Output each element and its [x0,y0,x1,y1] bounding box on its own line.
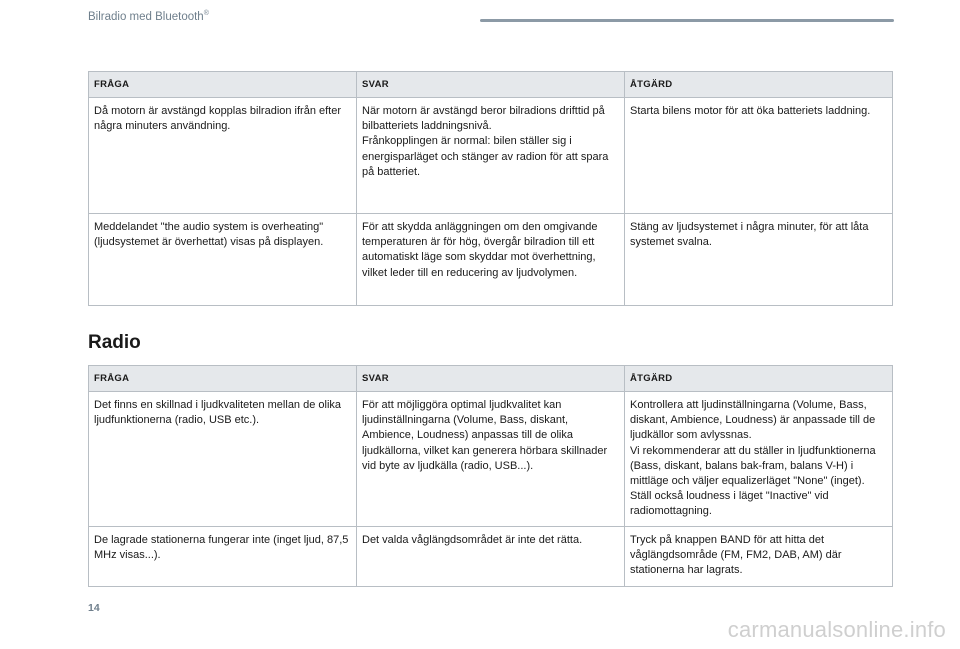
question-cell: De lagrade stationerna fungerar inte (inget ljud, 87,5 MHz visas...). [89,526,357,586]
answer-cell: För att möjliggöra optimal ljudkvalitet kan ljudinställningarna (Volume, Bass, diskant, Ambience, Loudness) anpassas till de olika ljudkällorna, vilket kan generera hörbara skillnader vid byte av ljudkälla (radio, USB...). [357,392,625,527]
section-title-text: Bilradio med Bluetooth [88,10,204,23]
table-row [89,214,893,306]
page-number: 14 [88,602,100,614]
column-header-action: ÅTGÄRD [625,72,893,98]
action-cell: Stäng av ljudsystemet i några minuter, för att låta systemet svalna. [625,214,893,306]
column-header-action: ÅTGÄRD [625,366,893,392]
question-cell: Då motorn är avstängd kopplas bilradion ifrån efter några minuters användning. [89,98,357,214]
document-section-title [88,10,209,23]
header-divider-bar [480,19,894,22]
action-cell: Tryck på knappen BAND för att hitta det våglängdsområde (FM, FM2, DAB, AM) där stationerna har lagrats. [625,526,893,586]
action-cell: Starta bilens motor för att öka batteriets laddning. [625,98,893,214]
answer-cell: Det valda våglängdsområdet är inte det rätta. [357,526,625,586]
registered-mark: ® [203,10,209,17]
site-watermark: carmanualsonline.info [727,617,946,642]
column-header-question: FRÅGA [89,72,357,98]
answer-cell: För att skydda anläggningen om den omgivande temperaturen är för hög, övergår bilradion till ett automatiskt läge som skyddar mot överhettning, vilket leder till en reducering av ljudvolymen. [357,214,625,306]
faq-table-radio [88,365,893,587]
answer-cell: När motorn är avstängd beror bilradions drifttid på bilbatteriets laddningsnivå. Frånkopplingen är normal: bilen ställer sig i energisparläget och stänger av radion för att spara på batteriet. [357,98,625,214]
table-header-row [89,366,893,392]
question-cell: Meddelandet "the audio system is overheating" (ljudsystemet är överhettat) visas på displayen. [89,214,357,306]
column-header-question: FRÅGA [89,366,357,392]
question-cell: Det finns en skillnad i ljudkvaliteten mellan de olika ljudfunktionerna (radio, USB etc.). [89,392,357,527]
section-heading-radio: Radio [88,332,141,353]
table-row [89,98,893,214]
table-header-row [89,72,893,98]
column-header-answer: SVAR [357,72,625,98]
action-cell: Kontrollera att ljudinställningarna (Volume, Bass, diskant, Ambience, Loudness) är anpassade till de ljudkällor som avlyssnas. Vi rekommenderar att du ställer in ljudfunktionerna (Bass, diskant, balans bak-fram, balans V-H) i mittläge och väljer equalizerläget "None" (inget). Ställ också loudness i läget "Inactive" vid radiomottagning. [625,392,893,527]
table-row [89,526,893,586]
column-header-answer: SVAR [357,366,625,392]
faq-table-general [88,71,893,306]
table-row [89,392,893,527]
